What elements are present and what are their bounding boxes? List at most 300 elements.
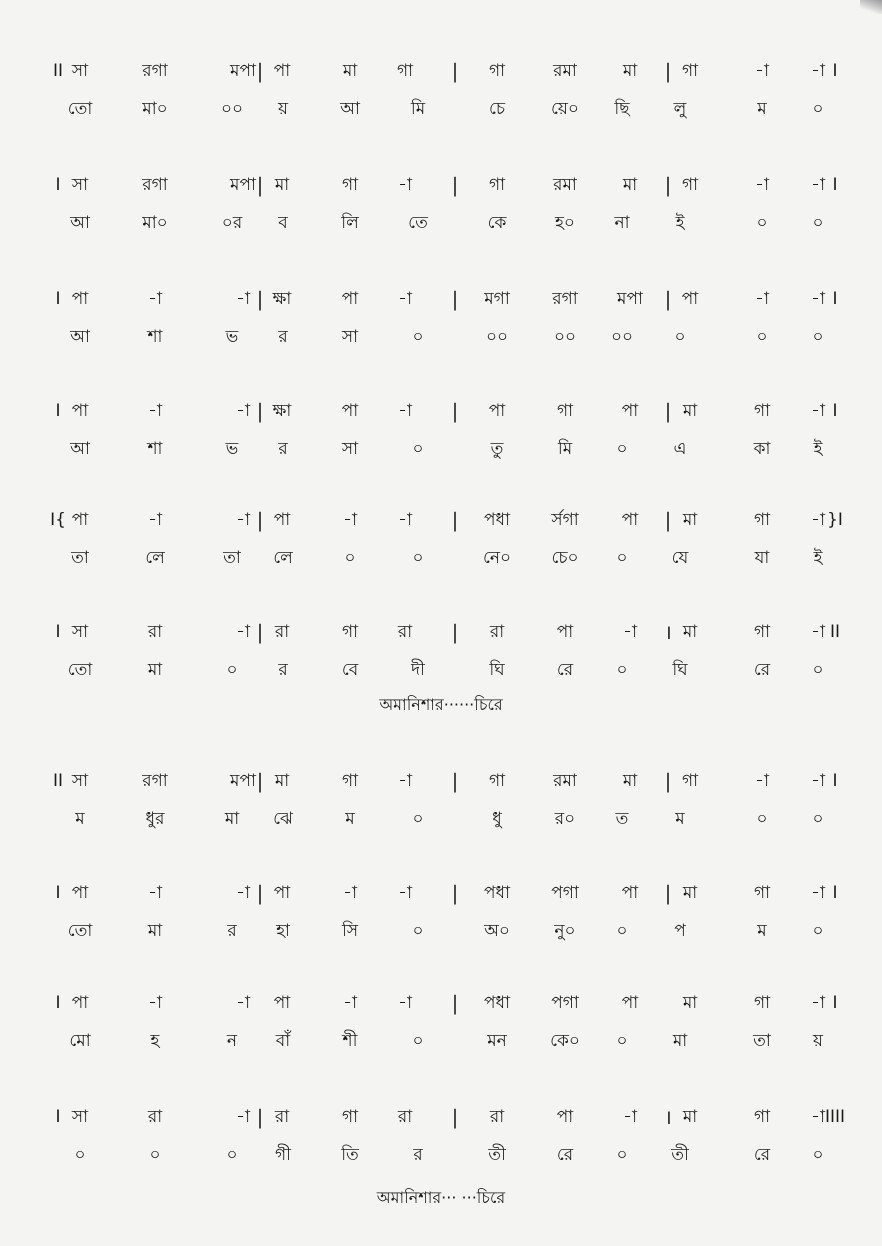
lyric-line [0,1138,882,1172]
lyric-syllable: দী [411,660,425,680]
swara-note: গা [396,61,414,81]
lyric-syllable: গী [274,1145,292,1165]
lyric-syllable: ধুর [145,809,165,829]
lyric-syllable: আ [70,327,90,347]
lyric-syllable: তু [490,439,504,459]
swara-note: -া [236,289,250,309]
swara-note: মা [682,510,698,530]
swara-note: গা [341,771,359,791]
swara-line [0,503,882,537]
swara-note: পা [71,993,89,1013]
lyric-syllable: ই [675,213,685,233]
lyric-syllable: ০ [74,1145,86,1165]
swara-note: রগা [552,289,578,309]
lyric-syllable: নু০ [554,921,576,941]
lyric-syllable: তা [223,548,241,568]
swara-note: গা [681,61,699,81]
bar-line: | [256,59,264,83]
lyric-syllable: হ [150,1031,160,1051]
lyric-syllable: ০ [812,213,824,233]
swara-line [0,394,882,428]
swara-note: গা [488,61,506,81]
swara-note: -া [148,883,162,903]
swara-note: -া [398,510,412,530]
lyric-syllable: তে [408,213,428,233]
swara-note: -া [398,289,412,309]
lyric-syllable: র [278,327,288,347]
lyric-syllable: তী [488,1145,506,1165]
swara-note: -া [811,883,825,903]
lyric-syllable: নে০ [482,548,512,568]
lyric-syllable: ঝে [273,809,293,829]
lyric-syllable: ০ [812,1145,824,1165]
swara-note: মা [682,993,698,1013]
swara-line [0,986,882,1020]
lyric-syllable: তো [67,921,93,941]
swara-note: পা [273,883,291,903]
swara-note: -া [811,622,825,642]
swara-line [0,876,882,910]
bar-line: । [664,620,672,644]
lyric-syllable: আ [70,213,90,233]
lyric-syllable: ০ [344,548,356,568]
lyric-syllable: রে [753,660,771,680]
stave-marker: I [832,401,838,421]
swara-note: -া [398,993,412,1013]
swara-note: পধা [484,993,510,1013]
swara-note: -া [148,401,162,421]
lyric-syllable: মা০ [142,213,168,233]
lyric-syllable: মি [410,99,426,119]
lyric-syllable: ০ [616,548,628,568]
swara-line [0,168,882,202]
bar-line: | [664,769,672,793]
swara-note: পা [621,993,639,1013]
lyric-syllable: প [674,921,686,941]
lyric-syllable: ই [813,439,823,459]
stave-1 [0,54,882,134]
bar-line: | [451,620,459,644]
swara-note: -া [343,993,357,1013]
swara-note: পা [341,289,359,309]
swara-note: -া [398,401,412,421]
bar-line: | [664,287,672,311]
swara-note: গা [488,771,506,791]
bar-line: | [256,173,264,197]
stave-2 [0,168,882,248]
bar-line: | [451,769,459,793]
lyric-syllable: মন [487,1031,507,1051]
lyric-syllable: ম [345,809,355,829]
swara-note: মপা [230,61,256,81]
swara-note: পা [273,61,291,81]
lyric-syllable: ০ [616,660,628,680]
swara-note: পা [556,1107,574,1127]
swara-note: রমা [553,175,577,195]
stave-3 [0,282,882,362]
bar-line: | [451,173,459,197]
swara-note: -া [236,883,250,903]
lyric-syllable: চে [488,99,506,119]
lyric-syllable: রে [556,660,574,680]
swara-note: গা [753,510,771,530]
lyric-syllable: মা০ [142,99,168,119]
stave-4 [0,394,882,474]
swara-note: পা [71,883,89,903]
lyric-syllable: সি [341,921,359,941]
stave-marker: I [55,622,61,642]
lyric-syllable: ০ [616,1031,628,1051]
lyric-syllable: ০ [812,327,824,347]
lyric-syllable: ০ [412,439,424,459]
lyric-syllable: বাঁ [275,1031,291,1051]
swara-note: মপা [617,289,643,309]
swara-note: মা [622,61,638,81]
swara-note: রমা [553,771,577,791]
swara-note: মা [682,622,698,642]
lyric-syllable: হা [276,921,290,941]
swara-line [0,54,882,88]
lyric-syllable: মি [557,439,573,459]
swara-note: পা [71,401,89,421]
bar-line: | [451,508,459,532]
lyric-syllable: ০ [812,809,824,829]
bar-line: | [256,399,264,423]
swara-note: পা [273,510,291,530]
swara-note: পা [71,289,89,309]
swara-line [0,764,882,798]
swara-note: মা [622,175,638,195]
lyric-syllable: আ [340,99,360,119]
lyric-syllable: মা [147,921,163,941]
lyric-syllable: তো [67,660,93,680]
lyric-syllable: ০ [412,548,424,568]
swara-note: রা [489,1107,505,1127]
swara-note: -া [236,510,250,530]
lyric-syllable: রে [753,1145,771,1165]
swara-note: মা [682,1107,698,1127]
swara-note: -া [343,883,357,903]
lyric-syllable: কে০ [550,1031,580,1051]
swara-note: গা [681,175,699,195]
lyric-syllable: ০০ [553,327,577,347]
lyric-syllable: ০ [412,809,424,829]
lyric-syllable: ছি [614,99,630,119]
swara-note: সা [71,175,89,195]
lyric-syllable: ম [675,809,685,829]
swara-note: সা [71,61,89,81]
lyric-syllable: আ [70,439,90,459]
lyric-line [0,92,882,126]
swara-note: -া [398,883,412,903]
bar-line: | [664,881,672,905]
bar-line: | [451,287,459,311]
swara-note: পগা [551,883,579,903]
stave-5 [0,503,882,583]
refrain-caption-1: অমানিশার······চিরে [379,695,503,714]
lyric-syllable: মা [672,1031,688,1051]
lyric-syllable: সা [341,439,359,459]
lyric-syllable: লে [273,548,293,568]
swara-note: -া [811,510,825,530]
swara-note: সা [71,771,89,791]
lyric-syllable: ধু [492,809,502,829]
swara-note: রমা [553,61,577,81]
swara-note: গা [753,993,771,1013]
lyric-syllable: র০ [554,809,576,829]
swara-note: -া [148,289,162,309]
stave-marker: I [55,1107,61,1127]
stave-7 [0,764,882,844]
swara-note: মা [342,61,358,81]
lyric-syllable: শী [342,1031,358,1051]
lyric-line [0,206,882,240]
swara-note: রা [274,622,290,642]
lyric-syllable: ম [75,809,85,829]
refrain-caption-2: অমানিশার··· ···চিরে [376,1188,506,1207]
lyric-syllable: ম [757,99,767,119]
swara-note: -া [755,289,769,309]
lyric-syllable: ই [813,548,823,568]
swara-note: মপা [230,771,256,791]
lyric-syllable: ০ [756,327,768,347]
lyric-syllable: ভ [225,439,239,459]
lyric-syllable: যা [754,548,770,568]
swara-note: পা [621,401,639,421]
stave-marker: II [829,622,841,642]
lyric-syllable: যে [671,548,689,568]
swara-note: পগা [551,993,579,1013]
stave-marker: I [55,401,61,421]
stave-marker: I [832,883,838,903]
lyric-syllable: ০ [412,921,424,941]
lyric-syllable: অ০ [484,921,510,941]
bar-line: | [451,881,459,905]
lyric-line [0,802,882,836]
swara-note: মা [622,771,638,791]
lyric-syllable: ঘি [672,660,688,680]
lyric-syllable: লু [673,99,687,119]
swara-note: -া [811,993,825,1013]
swara-note: -া [623,622,637,642]
lyric-syllable: মা [224,809,240,829]
swara-note: গা [341,1107,359,1127]
lyric-syllable: ন [226,1031,238,1051]
swara-note: -া [398,175,412,195]
swara-note: র্সগা [551,510,579,530]
bar-line: | [256,769,264,793]
swara-note: পা [273,993,291,1013]
lyric-syllable: র [278,439,288,459]
lyric-line [0,914,882,948]
swara-note: পধা [484,883,510,903]
lyric-syllable: এ [673,439,687,459]
swara-note: পা [556,622,574,642]
swara-note: -া [811,289,825,309]
lyric-syllable: ব [278,213,288,233]
lyric-syllable: তা [753,1031,771,1051]
swara-note: রা [147,1107,163,1127]
swara-note: পা [71,510,89,530]
lyric-syllable: ০র [221,213,243,233]
swara-note: মগা [484,289,510,309]
lyric-syllable: রে [556,1145,574,1165]
lyric-syllable: ০ [616,921,628,941]
lyric-syllable: সা [341,327,359,347]
lyric-syllable: ০ [616,439,628,459]
lyric-syllable: ০ [812,921,824,941]
stave-marker: I [55,883,61,903]
lyric-syllable: ০ [756,213,768,233]
swara-note: রা [147,622,163,642]
swara-line [0,282,882,316]
bar-line: | [256,620,264,644]
swara-note: -া [755,61,769,81]
lyric-syllable: লি [341,213,359,233]
lyric-syllable: ভ [225,327,239,347]
lyric-syllable: ০ [226,660,238,680]
lyric-line [0,320,882,354]
swara-note: -া [148,993,162,1013]
stave-marker: I{ [50,510,66,530]
lyric-syllable: শা [147,327,163,347]
lyric-syllable: র [278,660,288,680]
swara-note: ক্ষা [272,401,292,421]
stave-10 [0,1100,882,1180]
stave-marker: IIII [824,1107,846,1127]
swara-note: গা [681,771,699,791]
swara-note: পা [621,510,639,530]
lyric-syllable: ০ [616,1145,628,1165]
swara-note: -া [236,1107,250,1127]
lyric-syllable: মো [69,1031,91,1051]
swara-note: -া [148,510,162,530]
swara-note: সা [71,1107,89,1127]
lyric-line [0,432,882,466]
swara-note: গা [753,1107,771,1127]
lyric-syllable: ০ [812,660,824,680]
swara-line [0,615,882,649]
lyric-syllable: য় [812,1031,824,1051]
lyric-syllable: তী [671,1145,689,1165]
swara-line [0,1100,882,1134]
page-corner-shadow [860,0,882,14]
bar-line: | [256,287,264,311]
swara-note: পা [681,289,699,309]
stave-marker: I [55,289,61,309]
swara-note: -া [811,771,825,791]
lyric-syllable: শা [147,439,163,459]
swara-note: -া [755,771,769,791]
stave-marker: II [52,771,64,791]
lyric-line [0,653,882,687]
swara-note: গা [341,622,359,642]
lyric-syllable: তি [341,1145,359,1165]
swara-note: রা [397,1107,413,1127]
swara-note: রগা [142,61,168,81]
swara-note: -া [398,771,412,791]
swara-note: মা [682,883,698,903]
lyric-syllable: মা [147,660,163,680]
lyric-syllable: ০ [149,1145,161,1165]
swara-note: -া [343,510,357,530]
swara-note: -া [623,1107,637,1127]
swara-note: ক্ষা [272,289,292,309]
lyric-syllable: চে০ [551,548,579,568]
lyric-syllable: ঘি [489,660,505,680]
bar-line: | [256,1105,264,1129]
stave-marker: II [52,61,64,81]
lyric-syllable: কা [753,439,771,459]
lyric-syllable: ০ [412,1031,424,1051]
swara-note: -া [811,1107,825,1127]
lyric-syllable: ত [615,809,629,829]
swara-note: রা [397,622,413,642]
stave-marker: I [832,993,838,1013]
bar-line: | [256,508,264,532]
lyric-syllable: ০০ [485,327,509,347]
swara-note: পা [341,401,359,421]
swara-note: রা [489,622,505,642]
stave-marker: I [832,61,838,81]
swara-note: রগা [142,771,168,791]
swara-note: পা [621,883,639,903]
swara-note: মা [274,771,290,791]
swara-note: গা [556,401,574,421]
bar-line: | [664,508,672,532]
bar-line: | [451,1105,459,1129]
lyric-line [0,541,882,575]
lyric-syllable: ০০ [610,327,634,347]
swara-note: রা [274,1107,290,1127]
stave-marker: I [832,289,838,309]
bar-line: | [664,59,672,83]
lyric-syllable: ০০ [220,99,244,119]
swara-note: গা [753,401,771,421]
swara-note: পধা [484,510,510,530]
lyric-syllable: য় [277,99,289,119]
stave-6 [0,615,882,695]
lyric-syllable: য়ে০ [551,99,579,119]
lyric-syllable: তো [67,99,93,119]
swara-note: -া [755,175,769,195]
bar-line: | [664,173,672,197]
lyric-syllable: লে [145,548,165,568]
lyric-syllable: ০ [412,327,424,347]
lyric-syllable: হ০ [555,213,575,233]
lyric-syllable: ০ [674,327,686,347]
swara-note: মপা [230,175,256,195]
lyric-syllable: কে [487,213,507,233]
stave-marker: I [55,993,61,1013]
stave-marker: I [55,175,61,195]
lyric-syllable: র [227,921,237,941]
lyric-syllable: ম [757,921,767,941]
swara-note: রগা [142,175,168,195]
stave-8 [0,876,882,956]
lyric-syllable: বে [341,660,359,680]
swara-note: গা [753,622,771,642]
swara-note: গা [753,883,771,903]
swara-note: মা [274,175,290,195]
bar-line: | [451,399,459,423]
bar-line: | [256,881,264,905]
swara-note: -া [811,401,825,421]
swara-note: -া [811,175,825,195]
lyric-syllable: ০ [756,809,768,829]
bar-line: । [664,1105,672,1129]
stave-9 [0,986,882,1066]
